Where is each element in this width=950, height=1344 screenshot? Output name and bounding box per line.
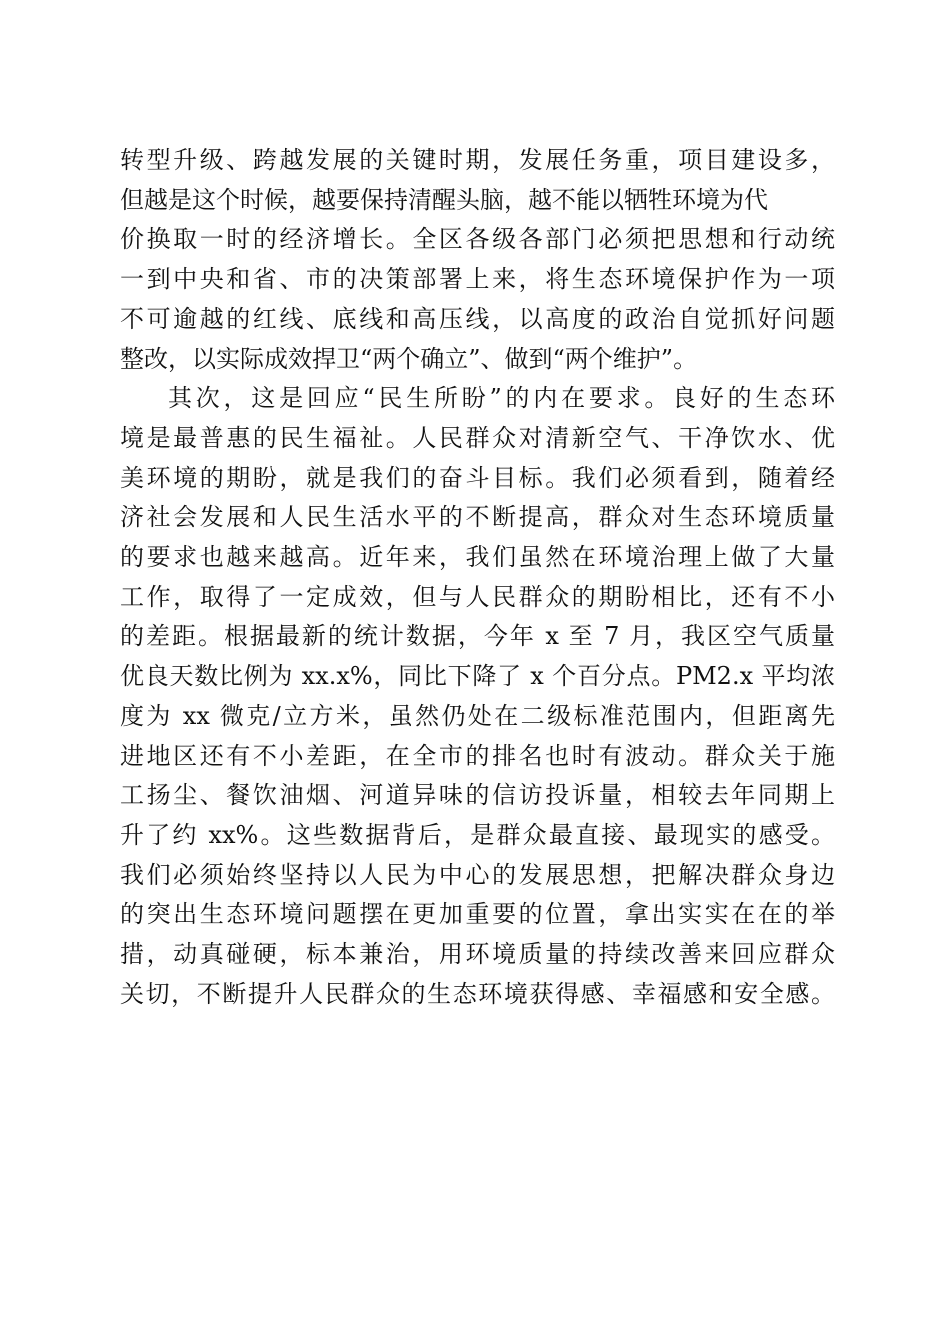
text-line: 度为 xx 微克/立方米，虽然仍处在二级标准范围内，但距离先 — [120, 701, 835, 730]
text-line: 整改，以实际成效捍卫“两个确立”、做到“两个维护”。 — [120, 344, 698, 373]
text-line: 但越是这个时候，越要保持清醒头脑，越不能以牺牲环境为代 — [120, 185, 768, 214]
text-line: 关切，不断提升人民群众的生态环境获得感、幸福感和安全感。 — [120, 979, 835, 1008]
text-line: 价换取一时的经济增长。全区各级各部门必须把思想和行动统 — [120, 225, 835, 254]
text-line: 的突出生态环境问题摆在更加重要的位置，拿出实实在在的举 — [120, 900, 835, 929]
text-line: 境是最普惠的民生福祉。人民群众对清新空气、干净饮水、优 — [120, 423, 835, 452]
paragraph-first-line: 其次，这是回应“民生所盼”的内在要求。良好的生态环 — [168, 384, 835, 413]
text-line: 济社会发展和人民生活水平的不断提高，群众对生态环境质量 — [120, 503, 835, 532]
text-line: 优良天数比例为 xx.x%，同比下降了 x 个百分点。PM2.x 平均浓 — [120, 662, 835, 691]
text-line: 的差距。根据最新的统计数据，今年 x 至 7 月，我区空气质量 — [120, 622, 835, 651]
text-line: 不可逾越的红线、底线和高压线，以高度的政治自觉抓好问题 — [120, 304, 835, 333]
text-line: 工作，取得了一定成效，但与人民群众的期盼相比，还有不小 — [120, 582, 835, 611]
text-line: 一到中央和省、市的决策部署上来，将生态环境保护作为一项 — [120, 265, 835, 294]
text-line: 工扬尘、餐饮油烟、河道异味的信访投诉量，相较去年同期上 — [120, 781, 835, 810]
text-line: 转型升级、跨越发展的关键时期，发展任务重，项目建设多， — [120, 146, 835, 174]
text-line: 美环境的期盼，就是我们的奋斗目标。我们必须看到，随着经 — [120, 463, 835, 492]
text-line: 我们必须始终坚持以人民为中心的发展思想，把解决群众身边 — [120, 860, 835, 889]
text-line: 措，动真碰硬，标本兼治，用环境质量的持续改善来回应群众 — [120, 940, 835, 968]
text-line: 升了约 xx%。这些数据背后，是群众最直接、最现实的感受。 — [120, 820, 835, 849]
text-line: 进地区还有不小差距，在全市的排名也时有波动。群众关于施 — [120, 741, 835, 770]
text-line: 的要求也越来越高。近年来，我们虽然在环境治理上做了大量 — [120, 543, 835, 571]
